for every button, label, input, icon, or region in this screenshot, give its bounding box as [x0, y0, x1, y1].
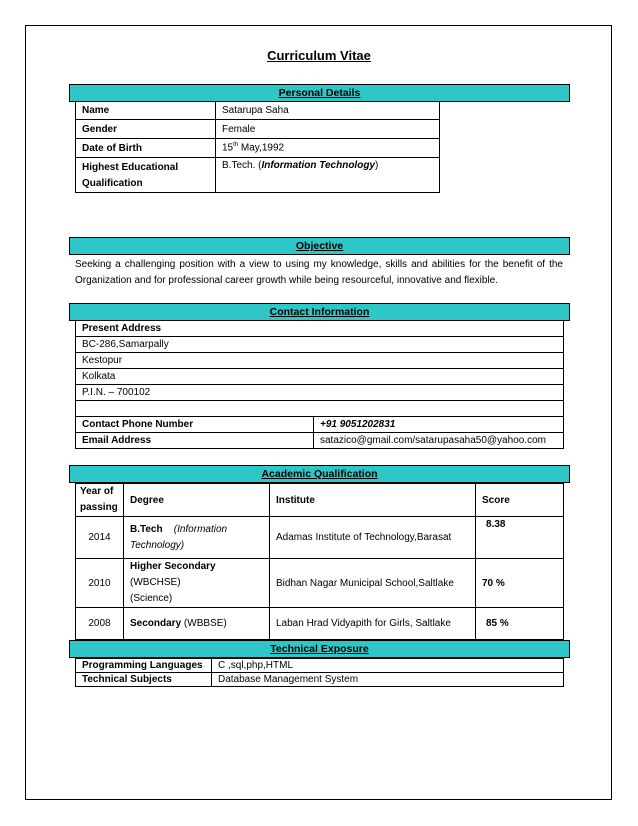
contact-table — [75, 320, 564, 449]
table-row — [76, 353, 564, 369]
table-row — [76, 433, 564, 449]
technical-subjects-label: Technical Subjects — [76, 673, 212, 687]
year-header: Year of passing — [76, 484, 124, 517]
score-header: Score — [476, 484, 564, 517]
degree-cell: Secondary (WBBSE) — [124, 608, 270, 640]
present-address-label: Present Address — [76, 321, 564, 337]
year-cell: 2010 — [76, 559, 124, 608]
table-row — [76, 673, 564, 687]
score-cell: 85 % — [476, 608, 564, 640]
score-cell: 8.38 — [476, 517, 564, 559]
table-row — [76, 139, 440, 158]
academic-table — [75, 483, 564, 640]
gender-label: Gender — [76, 120, 216, 139]
programming-languages-label: Programming Languages — [76, 659, 212, 673]
gender-value: Female — [216, 120, 440, 139]
page-title: Curriculum Vitae — [267, 48, 371, 63]
degree-cell: Higher Secondary (WBCHSE) (Science) — [124, 559, 270, 608]
table-row — [76, 321, 564, 337]
institute-cell: Bidhan Nagar Municipal School,Saltlake — [270, 559, 476, 608]
table-row — [76, 517, 564, 559]
table-header-row — [76, 484, 564, 517]
section-heading-personal: Personal Details — [69, 84, 570, 102]
table-row — [76, 559, 564, 608]
year-cell: 2008 — [76, 608, 124, 640]
qualification-value: B.Tech. (Information Technology) — [216, 158, 440, 193]
name-value: Satarupa Saha — [216, 102, 440, 120]
institute-cell: Adamas Institute of Technology,Barasat — [270, 517, 476, 559]
empty-row — [76, 401, 564, 417]
technical-table — [75, 658, 564, 687]
table-row — [76, 369, 564, 385]
email-value: satazico@gmail.com/satarupasaha50@yahoo.com — [314, 433, 564, 449]
phone-value: +91 9051202831 — [314, 417, 564, 433]
institute-header: Institute — [270, 484, 476, 517]
email-label: Email Address — [76, 433, 314, 449]
section-heading-objective: Objective — [69, 237, 570, 255]
name-label: Name — [76, 102, 216, 120]
dob-label: Date of Birth — [76, 139, 216, 158]
degree-cell: B.Tech (Information Technology) — [124, 517, 270, 559]
table-row — [76, 417, 564, 433]
table-row — [76, 608, 564, 640]
address-line: BC-286,Samarpally — [76, 337, 564, 353]
table-row — [76, 120, 440, 139]
table-row — [76, 102, 440, 120]
table-row — [76, 401, 564, 417]
qualification-label: Highest Educational Qualification — [76, 158, 216, 193]
institute-cell: Laban Hrad Vidyapith for Girls, Saltlake — [270, 608, 476, 640]
degree-header: Degree — [124, 484, 270, 517]
section-heading-technical: Technical Exposure — [69, 640, 570, 658]
table-row — [76, 158, 440, 193]
programming-languages-value: C ,sql,php,HTML — [212, 659, 564, 673]
address-line: Kestopur — [76, 353, 564, 369]
section-heading-contact: Contact Information — [69, 303, 570, 321]
address-line: P.I.N. – 700102 — [76, 385, 564, 401]
dob-value: 15th May,1992 — [216, 139, 440, 158]
technical-subjects-value: Database Management System — [212, 673, 564, 687]
phone-label: Contact Phone Number — [76, 417, 314, 433]
year-cell: 2014 — [76, 517, 124, 559]
score-cell: 70 % — [476, 559, 564, 608]
table-row — [76, 337, 564, 353]
address-line: Kolkata — [76, 369, 564, 385]
table-row — [76, 659, 564, 673]
table-row — [76, 385, 564, 401]
objective-text: Seeking a challenging position with a view to using my knowledge, skills and abilities for the benefit of the Organization and for professional career growth while being resourceful, innovative and flexible. — [75, 259, 563, 286]
personal-details-table — [75, 101, 440, 193]
section-heading-academic: Academic Qualification — [69, 465, 570, 483]
